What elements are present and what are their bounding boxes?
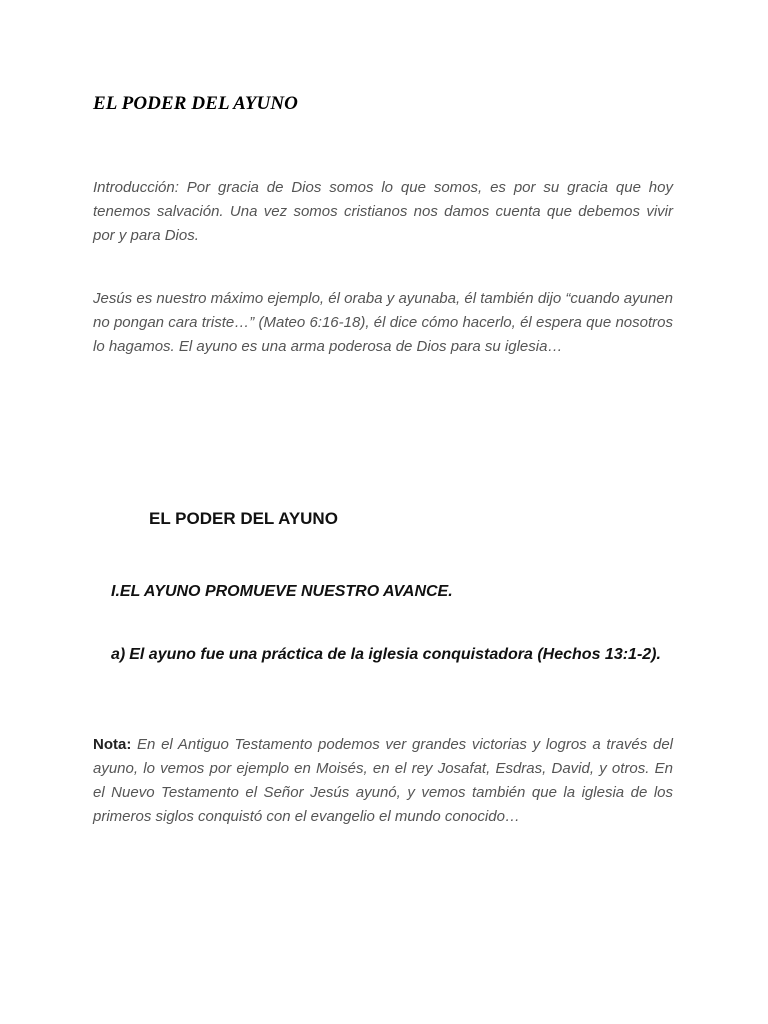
subsection-heading-text: El ayuno fue una práctica de la iglesia conquistadora (Hechos 13:1-2). — [129, 646, 661, 663]
section-heading-text: EL AYUNO PROMUEVE NUESTRO AVANCE. — [119, 583, 453, 600]
subsection-heading-a — [111, 642, 673, 668]
intro-paragraph: Introducción: Por gracia de Dios somos lo que somos, es por su gracia que hoy tenemos salvación. Una vez somos cristianos nos damos cuenta que debemos vivir por y para Dios. — [93, 179, 673, 244]
subsection-marker: a) — [111, 646, 126, 663]
nota-paragraph — [93, 733, 673, 829]
nota-text: En el Antiguo Testamento podemos ver grandes victorias y logros a través del ayuno, lo vemos por ejemplo en Moisés, en el rey Josafat, Esdras, David, y otros. En el Nuevo Testamento el Señor Jesús ayunó, y vemos también que la iglesia de los primeros siglos conquistó con el evangelio el mundo conocido… — [93, 736, 673, 825]
body-paragraph: Jesús es nuestro máximo ejemplo, él oraba y ayunaba, él también dijo “cuando ayunen no pongan cara triste…” (Mateo 6:16-18), él dice cómo hacerlo, él espera que nosotros lo hagamos. El ayuno es una arma poderosa de Dios para su iglesia… — [93, 290, 673, 355]
section-marker: I. — [111, 583, 120, 600]
section-heading-1 — [111, 579, 453, 605]
section-title: EL PODER DEL AYUNO — [149, 509, 338, 528]
document-title: EL PODER DEL AYUNO — [93, 93, 299, 114]
nota-label: Nota: — [93, 736, 132, 753]
